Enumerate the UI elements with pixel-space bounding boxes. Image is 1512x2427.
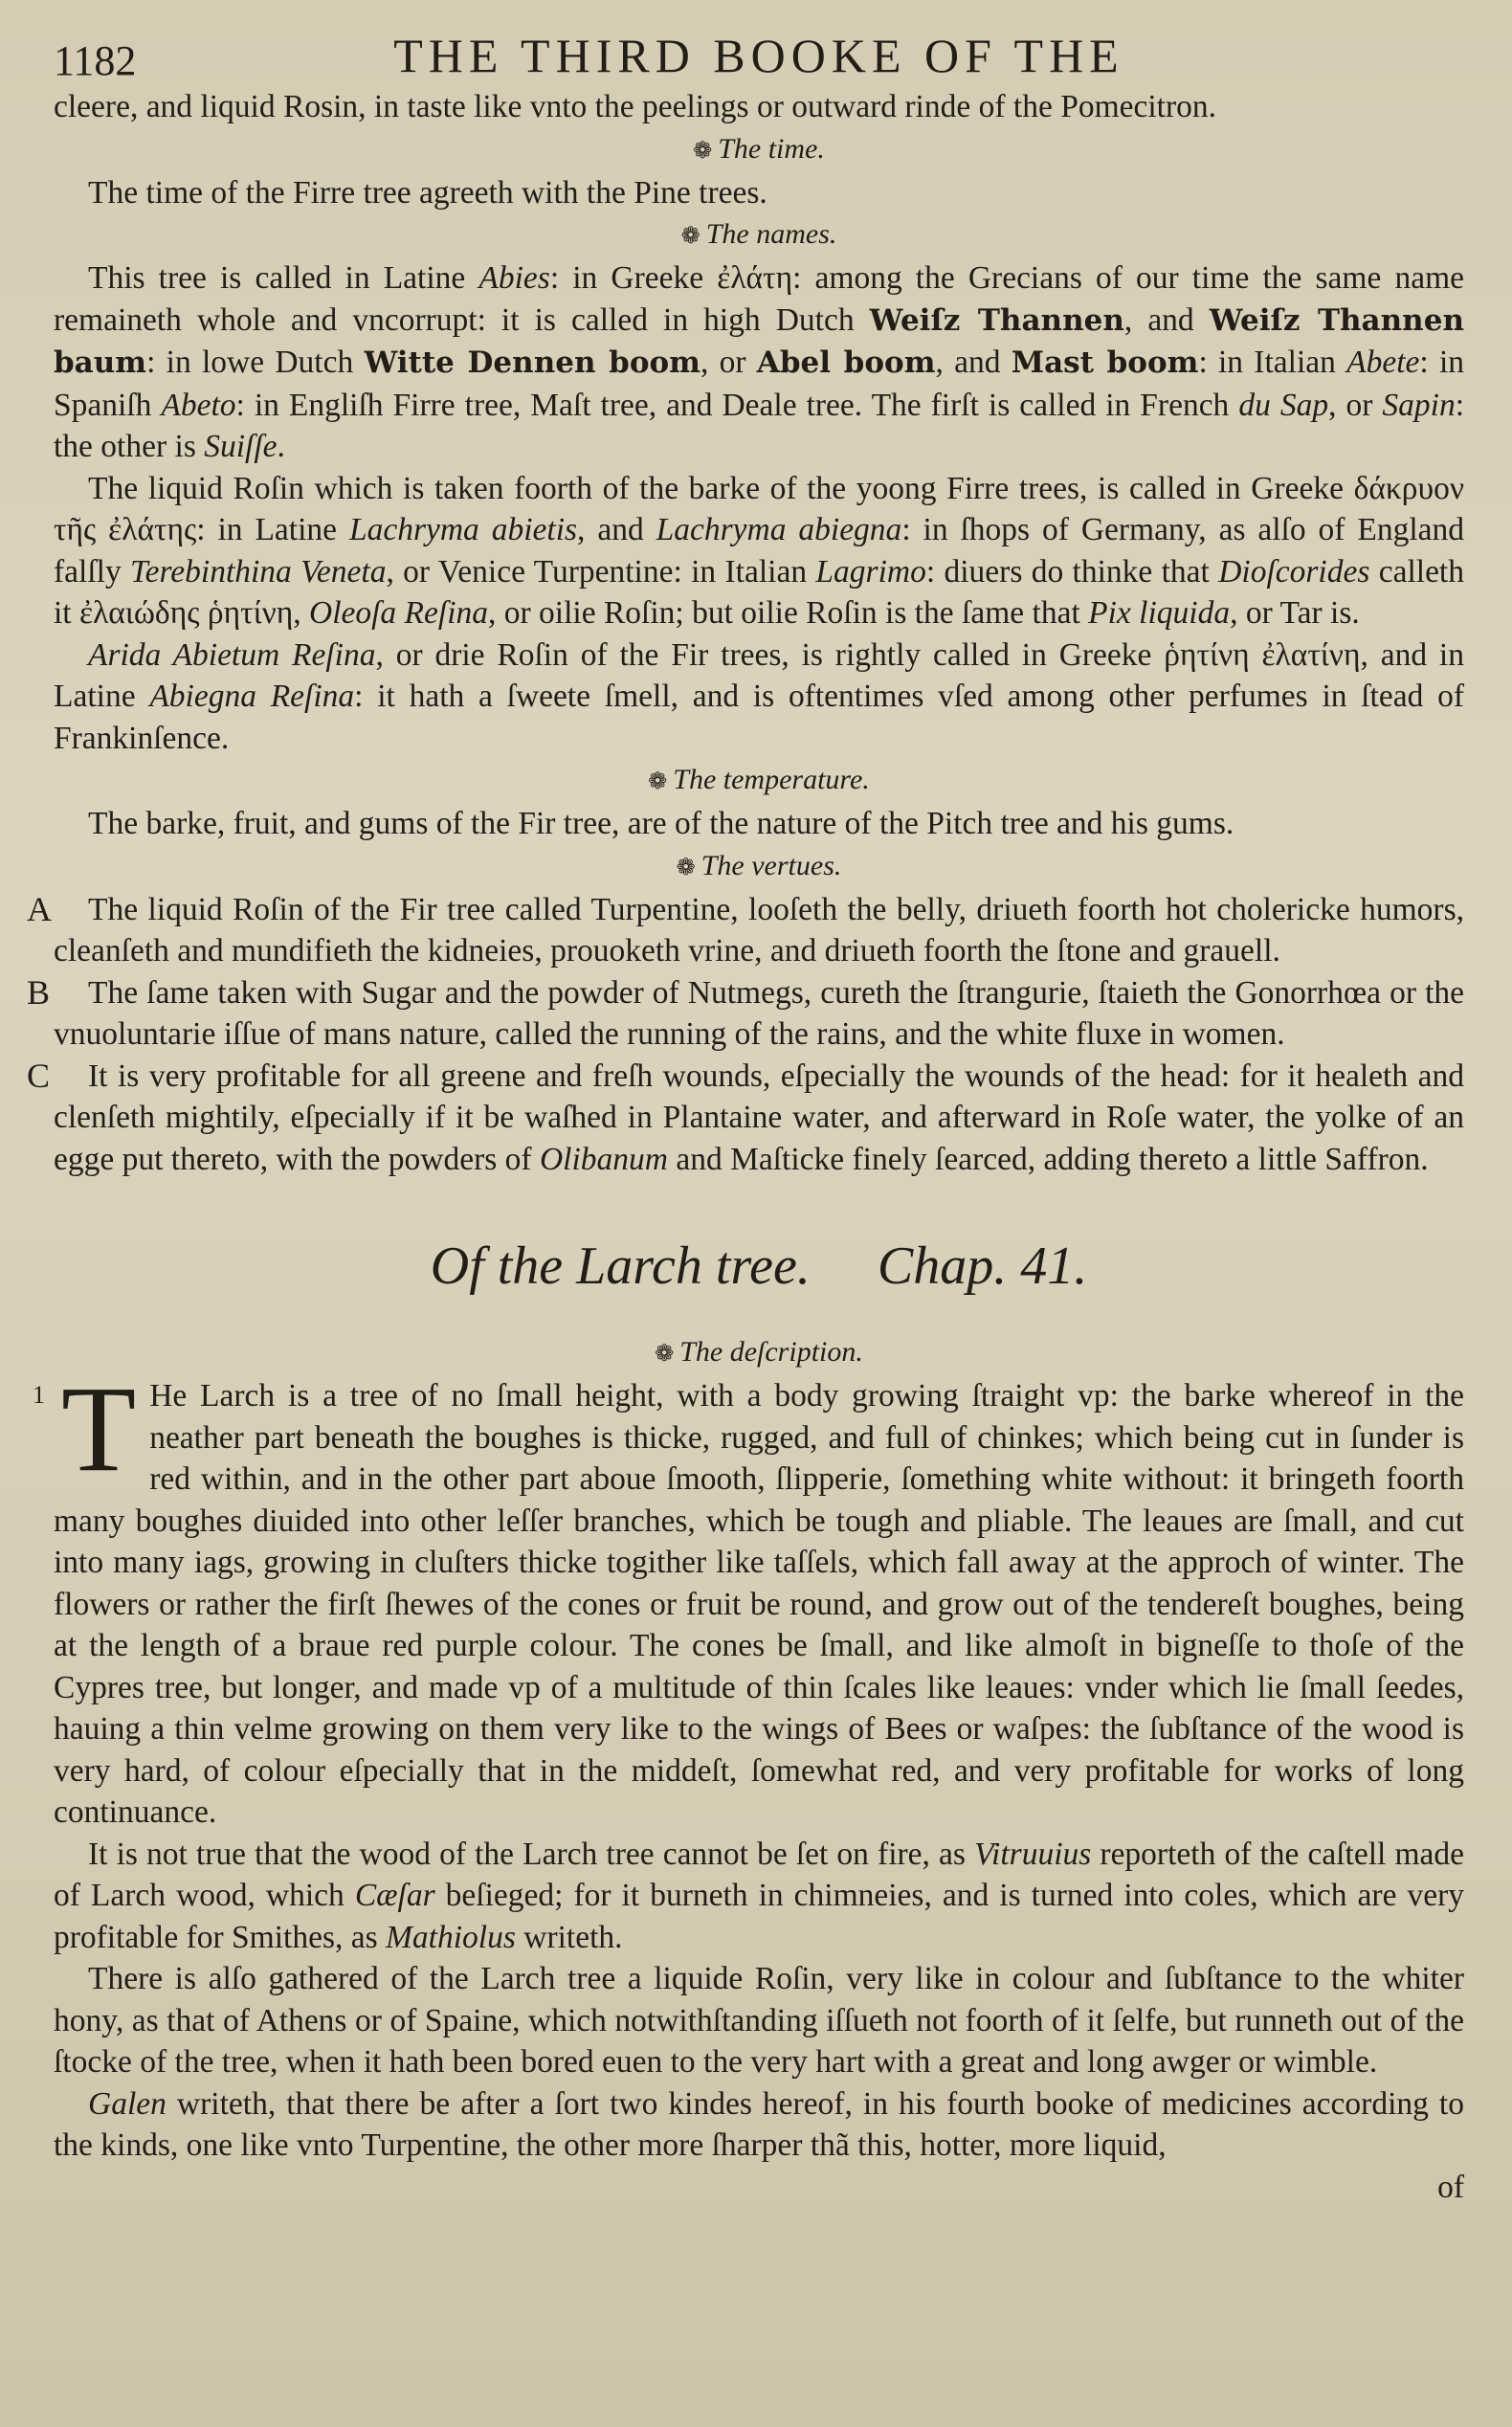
fleuron-icon: ❁ (655, 1342, 675, 1367)
subheading-vertues: ❁ The vertues. (676, 849, 842, 881)
margin-number-1: 1 (33, 1381, 45, 1409)
vertue-c-text: It is very profitable for all greene and freſh wounds, eſpecially the wounds of the head: for it healeth and clenſeth mightily, eſpecially if it be waſhed in Plantaine water, and afterward in Roſe water, the yolke of an egge put thereto, with the powders of Olibanum and Maſticke finely ſearced, adding thereto a little Saffron. (54, 1058, 1464, 1177)
running-title: THE THIRD BOOKE OF THE (393, 29, 1124, 82)
margin-letter-c: C (27, 1056, 51, 1095)
chapter-number: Chap. 41. (877, 1236, 1088, 1296)
page-header (54, 25, 1464, 86)
chapter-title: Of the Larch tree. (430, 1236, 811, 1296)
fleuron-icon: ❁ (676, 855, 696, 880)
subheading-description: ❁ The deſcription. (655, 1336, 863, 1368)
subheading-time: ❁ The time. (693, 132, 825, 165)
paragraph-time: The time of the Firre tree agreeth with the Pine trees. (88, 174, 767, 211)
description-paragraph-2: It is not true that the wood of the Larch tree cannot be ſet on fire, as Vitruuius reporteth of the caſtell made of Larch wood, which Cæſar beſieged; for it burneth in chimneies, and is turned into coles, which are very profitable for Smithes, as Mathiolus writeth. (54, 1836, 1464, 1955)
paragraph-names-2: The liquid Roſin which is taken foorth of the barke of the yoong Firre trees, is called in Greeke δάκρυον τῆς ἐλάτης: in Latine Lachryma abietis, and Lachryma abiegna: in ſhops of Germany, as alſo of England falſly Terebinthina Veneta, or Venice Turpentine: in Italian Lagrimo: diuers do thinke that Dioſcorides calleth it ἐλαιώδης ῥητίνη, Oleoſa Reſina, or oilie Roſin; but oilie Roſin is the ſame that Pix liquida, or Tar is. (54, 470, 1464, 631)
fleuron-icon: ❁ (693, 138, 713, 164)
margin-letter-b: B (27, 972, 51, 1012)
description-paragraph-4: Galen writeth, that there be after a ſort two kindes hereof, in his fourth booke of medicines according to the kinds, one like vnto Turpentine, the other more ſharper thã this, hotter, more liquid, (54, 2085, 1464, 2163)
fleuron-icon: ❁ (648, 769, 668, 794)
description-paragraph-1: T He Larch is a tree of no ſmall height, with a body growing ſtraight vp: the barke whereof in the neather part beneath the boughes is thicke, rugged, and full of chinkes; which being cut in ſunder is red within, and in the other part aboue ſmooth, ſlipperie, ſomething white without: it bringeth foorth many boughes diuided into other leſſer branches, which be tough and pliable. The leaues are ſmall, and cut into many iags, growing in cluſters thicke togither like taſſels, which fall away at the approch of winter. The flowers or rather the firſt ſhewes of the cones or fruit be round, and grow out of the tendereſt boughes, being at the length of a braue red purple colour. The cones be ſmall, and like almoſt in bigneſſe to thoſe of the Cypres tree, but longer, and made vp of a multitude of thin ſcales like leaues: vnder which lie ſmall ſeedes, hauing a thin velme growing on them very like to the wings of Bees or waſpes: the ſubſtance of the wood is very hard, of colour eſpecially that in the middeſt, ſomewhat red, and very profitable for works of long continuance. (54, 1361, 1464, 1830)
vertue-b (27, 972, 1464, 1056)
fleuron-icon: ❁ (680, 224, 700, 249)
margin-letter-a: A (27, 889, 52, 928)
subheading-temperature: ❁ The temperature. (648, 764, 870, 795)
paragraph-names-3: Arida Abietum Reſina, or drie Roſin of the Fir trees, is rightly called in Greeke ῥητίνη ἐλατίνη, and in Latine Abiegna Reſina: it hath a ſweete ſmell, and is oftentimes vſed among other perfumes in ſtead of Frankinſence. (54, 636, 1465, 756)
paragraph-names-1: This tree is called in Latine Abies: in Greeke ἐλάτη: among the Grecians of our time the same name remaineth whole and vncorrupt: it is called in high Dutch Weiſz Thannen, and Weiſz Thannen baum: in lowe Dutch Witte Dennen boom, or Abel boom, and Mast boom: in Italian Abete: in Spaniſh Abeto: in Engliſh Firre tree, Maſt tree, and Deale tree. The firſt is called in French du Sap, or Sapin: the other is Suiſſe. (54, 260, 1465, 464)
subheading-names: ❁ The names. (680, 218, 837, 250)
description-paragraph-3: There is alſo gathered of the Larch tree a liquide Roſin, very like in colour and ſubſtance to the whiter hony, as that of Athens or of Spaine, which notwithſtanding iſſueth not foorth of it ſelfe, but runneth out of the ſtocke of the tree, when it hath been bored euen to the very hart with a great and long awger or wimble. (54, 1961, 1464, 2080)
description-block (33, 1361, 1464, 1834)
catchword: of (1437, 2169, 1464, 2205)
vertue-a (27, 889, 1464, 972)
drop-cap: T (61, 1361, 137, 1497)
page-number: 1182 (54, 37, 137, 84)
chapter-heading (54, 1236, 1464, 1297)
continued-line: cleere, and liquid Rosin, in taste like vnto the peelings or outward rinde of the Pomecitron. (54, 89, 1217, 124)
vertue-c (27, 1056, 1464, 1181)
paragraph-temperature: The barke, fruit, and gums of the Fir tree, are of the nature of the Pitch tree and his gums. (88, 806, 1234, 841)
vertue-b-text: The ſame taken with Sugar and the powder of Nutmegs, cureth the ſtrangurie, ſtaieth the Gonorrhœa or the vnuoluntarie iſſue of mans nature, called the running of the rains, and the white fluxe in women. (54, 974, 1464, 1052)
vertue-a-text: The liquid Roſin of the Fir tree called Turpentine, looſeth the belly, driueth foorth hot cholericke humors, cleanſeth and mundifieth the kidneies, prouoketh vrine, and driueth foorth the ſtone and grauell. (54, 891, 1464, 969)
